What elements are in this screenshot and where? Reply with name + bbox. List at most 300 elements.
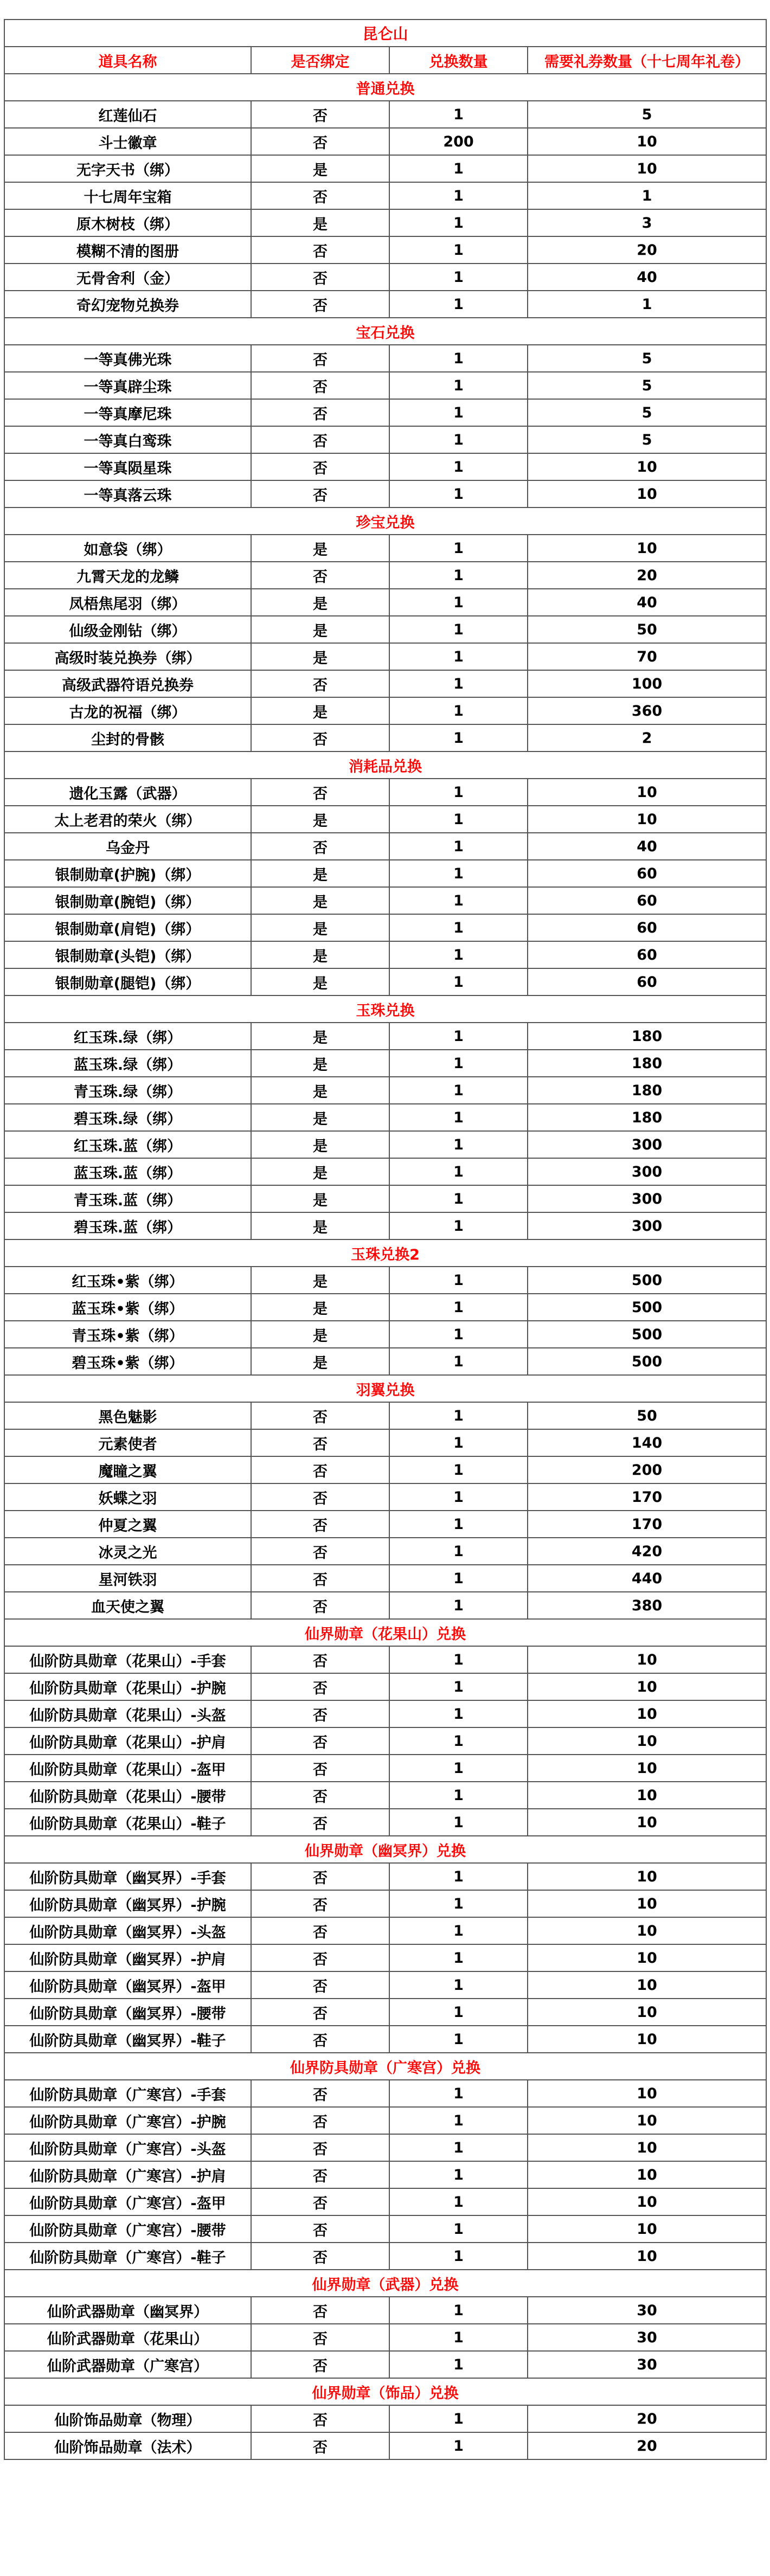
bound-cell: 否	[251, 2134, 389, 2161]
item-name-cell: 仙阶防具勋章（花果山）-盔甲	[4, 1755, 251, 1782]
quantity-cell: 1	[389, 2026, 528, 2053]
bound-cell: 是	[251, 1321, 389, 1348]
item-name-cell: 九霄天龙的龙鳞	[4, 562, 251, 589]
bound-cell: 是	[251, 1077, 389, 1104]
bound-cell: 否	[251, 1402, 389, 1429]
item-name-cell: 一等真陨星珠	[4, 453, 251, 480]
table-row	[4, 1321, 766, 1348]
voucher-cost-cell: 70	[528, 643, 766, 670]
quantity-cell: 1	[389, 345, 528, 372]
section-header-row	[4, 1619, 766, 1646]
quantity-cell: 1	[389, 453, 528, 480]
exchange-table	[4, 19, 767, 2460]
bound-cell: 是	[251, 155, 389, 182]
bound-cell: 否	[251, 1538, 389, 1565]
bound-cell: 是	[251, 968, 389, 995]
voucher-cost-cell: 10	[528, 1755, 766, 1782]
bound-cell: 否	[251, 724, 389, 751]
quantity-cell: 1	[389, 480, 528, 508]
item-name-cell: 尘封的骨骸	[4, 724, 251, 751]
table-row	[4, 2215, 766, 2243]
table-row	[4, 1782, 766, 1809]
quantity-cell: 1	[389, 1267, 528, 1294]
item-name-cell: 无字天书（绑）	[4, 155, 251, 182]
bound-cell: 否	[251, 2026, 389, 2053]
item-name-cell: 仙阶防具勋章（幽冥界）-手套	[4, 1863, 251, 1890]
item-name-cell: 仙阶武器勋章（幽冥界）	[4, 2297, 251, 2324]
bound-cell: 否	[251, 345, 389, 372]
table-row	[4, 453, 766, 480]
voucher-cost-cell: 20	[528, 236, 766, 264]
section-header-row	[4, 2053, 766, 2080]
voucher-cost-cell: 300	[528, 1185, 766, 1212]
section-title: 玉珠兑换2	[4, 1239, 766, 1267]
table-row	[4, 2297, 766, 2324]
item-name-cell: 仙阶防具勋章（幽冥界）-盔甲	[4, 1971, 251, 1999]
bound-cell: 否	[251, 2324, 389, 2351]
item-name-cell: 红玉珠.绿（绑）	[4, 1023, 251, 1050]
quantity-cell: 200	[389, 128, 528, 155]
quantity-cell: 1	[389, 2107, 528, 2134]
item-name-cell: 碧玉珠.绿（绑）	[4, 1104, 251, 1131]
voucher-cost-cell: 10	[528, 1727, 766, 1755]
voucher-cost-cell: 60	[528, 914, 766, 941]
quantity-cell: 1	[389, 1456, 528, 1483]
item-name-cell: 仙级金刚钻（绑）	[4, 616, 251, 643]
voucher-cost-cell: 180	[528, 1104, 766, 1131]
section-title: 仙界防具勋章（广寒宫）兑换	[4, 2053, 766, 2080]
item-name-cell: 一等真辟尘珠	[4, 372, 251, 399]
quantity-cell: 1	[389, 1294, 528, 1321]
table-row	[4, 589, 766, 616]
voucher-cost-cell: 10	[528, 2134, 766, 2161]
table-row	[4, 1944, 766, 1971]
voucher-cost-cell: 10	[528, 2215, 766, 2243]
item-name-cell: 斗士徽章	[4, 128, 251, 155]
bound-cell: 否	[251, 1646, 389, 1673]
section-title: 仙界勋章（饰品）兑换	[4, 2378, 766, 2405]
bound-cell: 否	[251, 562, 389, 589]
quantity-cell: 1	[389, 1511, 528, 1538]
table-row	[4, 1348, 766, 1375]
table-row	[4, 1023, 766, 1050]
bound-cell: 否	[251, 2297, 389, 2324]
item-name-cell: 原木树枝（绑）	[4, 209, 251, 236]
voucher-cost-cell: 10	[528, 779, 766, 806]
item-name-cell: 仙阶防具勋章（广寒宫）-鞋子	[4, 2243, 251, 2270]
table-row	[4, 1050, 766, 1077]
item-name-cell: 仙阶武器勋章（广寒宫）	[4, 2351, 251, 2378]
item-name-cell: 仙阶防具勋章（广寒宫）-盔甲	[4, 2188, 251, 2215]
table-row	[4, 372, 766, 399]
section-header-row	[4, 508, 766, 535]
quantity-cell: 1	[389, 1131, 528, 1158]
table-row	[4, 2324, 766, 2351]
quantity-cell: 1	[389, 616, 528, 643]
bound-cell: 否	[251, 2215, 389, 2243]
section-header-row	[4, 1239, 766, 1267]
quantity-cell: 1	[389, 2134, 528, 2161]
quantity-cell: 1	[389, 2188, 528, 2215]
table-row	[4, 1727, 766, 1755]
table-row	[4, 1158, 766, 1185]
bound-cell: 是	[251, 1158, 389, 1185]
bound-cell: 否	[251, 1456, 389, 1483]
quantity-cell: 1	[389, 670, 528, 697]
table-row	[4, 914, 766, 941]
table-row	[4, 2243, 766, 2270]
voucher-cost-cell: 40	[528, 264, 766, 291]
table-row	[4, 209, 766, 236]
voucher-cost-cell: 100	[528, 670, 766, 697]
voucher-cost-cell: 10	[528, 480, 766, 508]
bound-cell: 是	[251, 806, 389, 833]
quantity-cell: 1	[389, 291, 528, 318]
bound-cell: 是	[251, 209, 389, 236]
bound-cell: 是	[251, 1131, 389, 1158]
bound-cell: 否	[251, 453, 389, 480]
voucher-cost-cell: 10	[528, 535, 766, 562]
bound-cell: 否	[251, 2351, 389, 2378]
item-name-cell: 仙阶防具勋章（广寒宫）-头盔	[4, 2134, 251, 2161]
bound-cell: 是	[251, 535, 389, 562]
section-header-row	[4, 2270, 766, 2297]
bound-cell: 否	[251, 1782, 389, 1809]
quantity-cell: 1	[389, 2297, 528, 2324]
voucher-cost-cell: 180	[528, 1077, 766, 1104]
quantity-cell: 1	[389, 1782, 528, 1809]
quantity-cell: 1	[389, 2324, 528, 2351]
table-row	[4, 101, 766, 128]
quantity-cell: 1	[389, 1917, 528, 1944]
bound-cell: 否	[251, 1565, 389, 1592]
quantity-cell: 1	[389, 1077, 528, 1104]
voucher-cost-cell: 60	[528, 941, 766, 968]
quantity-cell: 1	[389, 562, 528, 589]
quantity-cell: 1	[389, 1023, 528, 1050]
section-header-row	[4, 74, 766, 101]
quantity-cell: 1	[389, 806, 528, 833]
bound-cell: 否	[251, 291, 389, 318]
quantity-cell: 1	[389, 1944, 528, 1971]
exchange-table-body	[4, 20, 766, 2459]
table-row	[4, 1890, 766, 1917]
item-name-cell: 银制勋章(腿铠)（绑）	[4, 968, 251, 995]
quantity-cell: 1	[389, 1673, 528, 1700]
item-name-cell: 模糊不清的图册	[4, 236, 251, 264]
quantity-cell: 1	[389, 264, 528, 291]
bound-cell: 否	[251, 399, 389, 426]
bound-cell: 否	[251, 1944, 389, 1971]
table-row	[4, 860, 766, 887]
quantity-cell: 1	[389, 155, 528, 182]
table-row	[4, 941, 766, 968]
item-name-cell: 一等真摩尼珠	[4, 399, 251, 426]
table-row	[4, 1538, 766, 1565]
bound-cell: 否	[251, 2405, 389, 2432]
table-row	[4, 1104, 766, 1131]
item-name-cell: 一等真落云珠	[4, 480, 251, 508]
voucher-cost-cell: 10	[528, 1809, 766, 1836]
bound-cell: 是	[251, 1212, 389, 1239]
bound-cell: 是	[251, 941, 389, 968]
bound-cell: 否	[251, 1511, 389, 1538]
quantity-cell: 1	[389, 1402, 528, 1429]
quantity-cell: 1	[389, 399, 528, 426]
bound-cell: 否	[251, 182, 389, 209]
column-header-quantity: 兑换数量	[389, 47, 528, 74]
voucher-cost-cell: 5	[528, 426, 766, 453]
section-header-row	[4, 1836, 766, 1863]
section-title: 羽翼兑换	[4, 1375, 766, 1402]
bound-cell: 否	[251, 1592, 389, 1619]
item-name-cell: 仙阶防具勋章（幽冥界）-头盔	[4, 1917, 251, 1944]
item-name-cell: 仙阶饰品勋章（物理）	[4, 2405, 251, 2432]
table-row	[4, 480, 766, 508]
quantity-cell: 1	[389, 779, 528, 806]
bound-cell: 是	[251, 887, 389, 914]
column-header-voucher-cost: 需要礼券数量（十七周年礼卷）	[528, 47, 766, 74]
table-row	[4, 182, 766, 209]
voucher-cost-cell: 5	[528, 372, 766, 399]
section-title: 仙界勋章（花果山）兑换	[4, 1619, 766, 1646]
voucher-cost-cell: 10	[528, 1673, 766, 1700]
table-row	[4, 1294, 766, 1321]
bound-cell: 是	[251, 1023, 389, 1050]
item-name-cell: 仙阶饰品勋章（法术）	[4, 2432, 251, 2459]
voucher-cost-cell: 30	[528, 2351, 766, 2378]
bound-cell: 是	[251, 697, 389, 724]
item-name-cell: 血天使之翼	[4, 1592, 251, 1619]
voucher-cost-cell: 30	[528, 2297, 766, 2324]
voucher-cost-cell: 5	[528, 101, 766, 128]
quantity-cell: 1	[389, 1755, 528, 1782]
voucher-cost-cell: 60	[528, 968, 766, 995]
table-row	[4, 806, 766, 833]
item-name-cell: 仙阶防具勋章（广寒宫）-护肩	[4, 2161, 251, 2188]
table-row	[4, 1971, 766, 1999]
bound-cell: 否	[251, 1700, 389, 1727]
quantity-cell: 1	[389, 1700, 528, 1727]
quantity-cell: 1	[389, 1592, 528, 1619]
voucher-cost-cell: 10	[528, 1700, 766, 1727]
voucher-cost-cell: 60	[528, 860, 766, 887]
quantity-cell: 1	[389, 914, 528, 941]
item-name-cell: 仙阶防具勋章（幽冥界）-护肩	[4, 1944, 251, 1971]
voucher-cost-cell: 10	[528, 2107, 766, 2134]
voucher-cost-cell: 10	[528, 2161, 766, 2188]
quantity-cell: 1	[389, 1212, 528, 1239]
bound-cell: 是	[251, 643, 389, 670]
bound-cell: 否	[251, 2188, 389, 2215]
item-name-cell: 银制勋章(头铠)（绑）	[4, 941, 251, 968]
voucher-cost-cell: 10	[528, 128, 766, 155]
voucher-cost-cell: 60	[528, 887, 766, 914]
voucher-cost-cell: 10	[528, 155, 766, 182]
table-row	[4, 1077, 766, 1104]
section-header-row	[4, 995, 766, 1023]
voucher-cost-cell: 10	[528, 1999, 766, 2026]
item-name-cell: 黑色魅影	[4, 1402, 251, 1429]
bound-cell: 否	[251, 480, 389, 508]
table-row	[4, 779, 766, 806]
item-name-cell: 仙阶防具勋章（广寒宫）-护腕	[4, 2107, 251, 2134]
quantity-cell: 1	[389, 968, 528, 995]
bound-cell: 否	[251, 1809, 389, 1836]
voucher-cost-cell: 300	[528, 1131, 766, 1158]
quantity-cell: 1	[389, 236, 528, 264]
table-row	[4, 2026, 766, 2053]
table-row	[4, 697, 766, 724]
item-name-cell: 银制勋章(腕铠)（绑）	[4, 887, 251, 914]
item-name-cell: 仙阶防具勋章（花果山）-头盔	[4, 1700, 251, 1727]
voucher-cost-cell: 380	[528, 1592, 766, 1619]
section-title: 仙界勋章（武器）兑换	[4, 2270, 766, 2297]
bound-cell: 是	[251, 860, 389, 887]
table-row	[4, 535, 766, 562]
bound-cell: 否	[251, 2161, 389, 2188]
quantity-cell: 1	[389, 1646, 528, 1673]
table-row	[4, 968, 766, 995]
table-row	[4, 1185, 766, 1212]
bound-cell: 否	[251, 1890, 389, 1917]
item-name-cell: 奇幻宠物兑换券	[4, 291, 251, 318]
item-name-cell: 青玉珠•紫（绑）	[4, 1321, 251, 1348]
quantity-cell: 1	[389, 1971, 528, 1999]
bound-cell: 否	[251, 1727, 389, 1755]
quantity-cell: 1	[389, 589, 528, 616]
bound-cell: 是	[251, 1294, 389, 1321]
voucher-cost-cell: 360	[528, 697, 766, 724]
bound-cell: 否	[251, 1673, 389, 1700]
quantity-cell: 1	[389, 1565, 528, 1592]
voucher-cost-cell: 50	[528, 616, 766, 643]
item-name-cell: 仙阶防具勋章（幽冥界）-护腕	[4, 1890, 251, 1917]
voucher-cost-cell: 10	[528, 453, 766, 480]
bound-cell: 否	[251, 426, 389, 453]
table-row	[4, 128, 766, 155]
voucher-cost-cell: 170	[528, 1483, 766, 1511]
bound-cell: 是	[251, 589, 389, 616]
item-name-cell: 蓝玉珠.绿（绑）	[4, 1050, 251, 1077]
quantity-cell: 1	[389, 1158, 528, 1185]
table-row	[4, 1131, 766, 1158]
voucher-cost-cell: 10	[528, 806, 766, 833]
voucher-cost-cell: 10	[528, 2188, 766, 2215]
bound-cell: 否	[251, 1429, 389, 1456]
bound-cell: 否	[251, 1917, 389, 1944]
item-name-cell: 红莲仙石	[4, 101, 251, 128]
voucher-cost-cell: 10	[528, 2243, 766, 2270]
quantity-cell: 1	[389, 1429, 528, 1456]
quantity-cell: 1	[389, 1538, 528, 1565]
table-row	[4, 2432, 766, 2459]
item-name-cell: 仙阶武器勋章（花果山）	[4, 2324, 251, 2351]
item-name-cell: 高级武器符语兑换券	[4, 670, 251, 697]
table-row	[4, 616, 766, 643]
item-name-cell: 无骨舍利（金）	[4, 264, 251, 291]
item-name-cell: 遗化玉露（武器）	[4, 779, 251, 806]
bound-cell: 否	[251, 2080, 389, 2107]
quantity-cell: 1	[389, 2432, 528, 2459]
bound-cell: 否	[251, 1971, 389, 1999]
quantity-cell: 1	[389, 101, 528, 128]
section-title: 消耗品兑换	[4, 751, 766, 779]
quantity-cell: 1	[389, 887, 528, 914]
item-name-cell: 古龙的祝福（绑）	[4, 697, 251, 724]
voucher-cost-cell: 10	[528, 1944, 766, 1971]
bound-cell: 否	[251, 2107, 389, 2134]
voucher-cost-cell: 5	[528, 399, 766, 426]
voucher-cost-cell: 2	[528, 724, 766, 751]
item-name-cell: 太上老君的荣火（绑）	[4, 806, 251, 833]
table-row	[4, 155, 766, 182]
voucher-cost-cell: 140	[528, 1429, 766, 1456]
table-row	[4, 670, 766, 697]
bound-cell: 否	[251, 1999, 389, 2026]
quantity-cell: 1	[389, 2080, 528, 2107]
item-name-cell: 青玉珠.蓝（绑）	[4, 1185, 251, 1212]
bound-cell: 是	[251, 1185, 389, 1212]
item-name-cell: 银制勋章(护腕)（绑）	[4, 860, 251, 887]
voucher-cost-cell: 3	[528, 209, 766, 236]
voucher-cost-cell: 500	[528, 1267, 766, 1294]
quantity-cell: 1	[389, 833, 528, 860]
quantity-cell: 1	[389, 426, 528, 453]
quantity-cell: 1	[389, 1727, 528, 1755]
table-row	[4, 1456, 766, 1483]
item-name-cell: 碧玉珠•紫（绑）	[4, 1348, 251, 1375]
voucher-cost-cell: 10	[528, 2026, 766, 2053]
table-row	[4, 1483, 766, 1511]
voucher-cost-cell: 440	[528, 1565, 766, 1592]
table-row	[4, 643, 766, 670]
item-name-cell: 仙阶防具勋章（花果山）-手套	[4, 1646, 251, 1673]
voucher-cost-cell: 1	[528, 182, 766, 209]
table-row	[4, 1646, 766, 1673]
quantity-cell: 1	[389, 182, 528, 209]
table-row	[4, 399, 766, 426]
bound-cell: 否	[251, 779, 389, 806]
bound-cell: 是	[251, 1348, 389, 1375]
voucher-cost-cell: 20	[528, 2405, 766, 2432]
voucher-cost-cell: 20	[528, 562, 766, 589]
quantity-cell: 1	[389, 1483, 528, 1511]
bound-cell: 否	[251, 1483, 389, 1511]
quantity-cell: 1	[389, 1185, 528, 1212]
item-name-cell: 冰灵之光	[4, 1538, 251, 1565]
voucher-cost-cell: 500	[528, 1294, 766, 1321]
quantity-cell: 1	[389, 1809, 528, 1836]
quantity-cell: 1	[389, 2405, 528, 2432]
voucher-cost-cell: 170	[528, 1511, 766, 1538]
voucher-cost-cell: 40	[528, 589, 766, 616]
bound-cell: 否	[251, 128, 389, 155]
bound-cell: 否	[251, 236, 389, 264]
table-row	[4, 1267, 766, 1294]
item-name-cell: 银制勋章(肩铠)（绑）	[4, 914, 251, 941]
table-row	[4, 236, 766, 264]
table-row	[4, 1999, 766, 2026]
voucher-cost-cell: 10	[528, 1917, 766, 1944]
quantity-cell: 1	[389, 697, 528, 724]
item-name-cell: 碧玉珠.蓝（绑）	[4, 1212, 251, 1239]
item-name-cell: 乌金丹	[4, 833, 251, 860]
quantity-cell: 1	[389, 724, 528, 751]
table-row	[4, 426, 766, 453]
column-header-bound: 是否绑定	[251, 47, 389, 74]
item-name-cell: 仙阶防具勋章（花果山）-护腕	[4, 1673, 251, 1700]
